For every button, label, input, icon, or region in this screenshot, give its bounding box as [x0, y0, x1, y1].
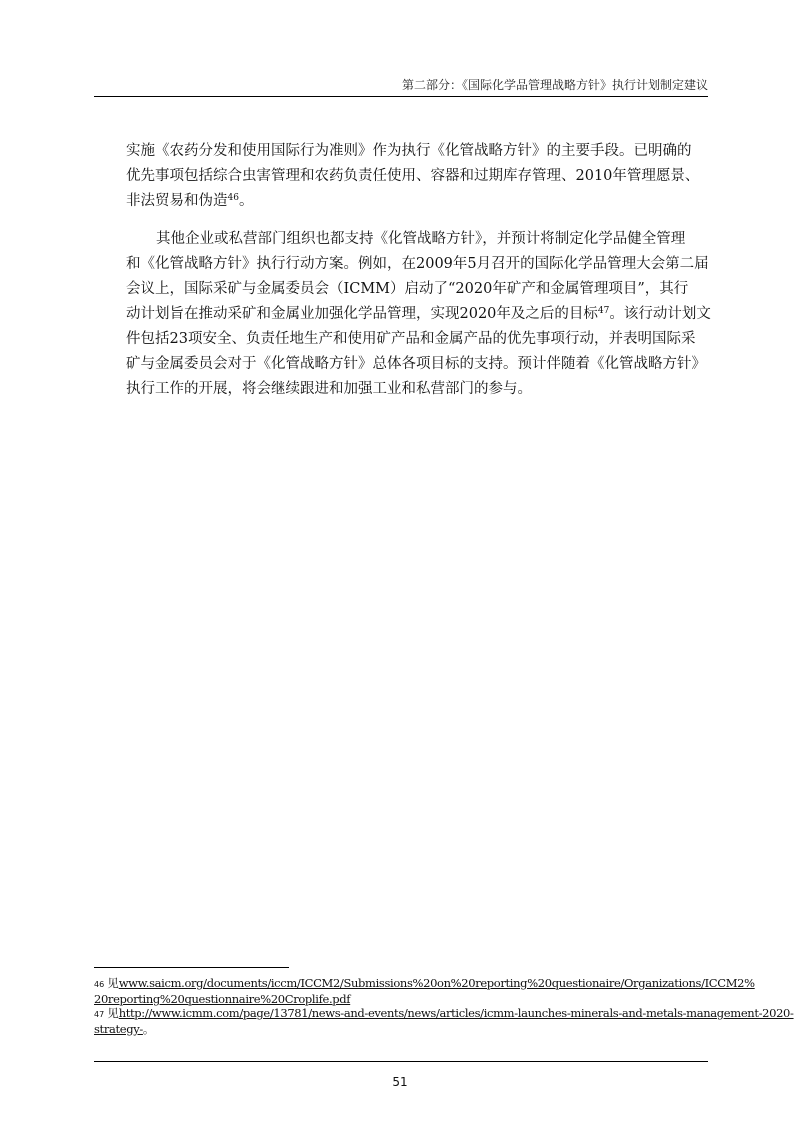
- footnote-47: [94, 1006, 794, 1037]
- paragraph-2-line-4-tail: 。该行动计划文: [609, 306, 711, 322]
- paragraph-1-line-2: 优先事项包括综合虫害管理和农药负责任使用、容器和过期库存管理、2010年管理愿景、: [126, 168, 700, 184]
- footnote-46-prefix: 见: [107, 976, 119, 990]
- paragraph-2-line-4-text: 动计划旨在推动采矿和金属业加强化学品管理，实现2020年及之后的目标: [126, 306, 598, 322]
- footnote-46: [94, 976, 755, 1007]
- paragraph-1-end: 。: [238, 193, 254, 209]
- footnote-47-line-2: [94, 1022, 714, 1037]
- paragraph-2-line-5: 件包括23项安全、负责任地生产和使用矿产品和金属产品的优先事项行动，并表明国际采: [126, 331, 696, 347]
- footnote-separator: [94, 967, 289, 968]
- paragraph-2-line-3: 会议上，国际采矿与金属委员会（ICMM）启动了“2020年矿产和金属管理项目”，其行: [126, 281, 689, 297]
- footnote-46-line-2: [94, 992, 714, 1007]
- footnote-47-link-continued[interactable]: strategy-: [94, 1022, 143, 1036]
- paragraph-2-line-7: 执行工作的开展，将会继续跟进和加强工业和私营部门的参与。: [126, 381, 532, 397]
- footnote-47-suffix: 。: [142, 1022, 155, 1036]
- footnote-47-number: 47: [94, 1010, 105, 1019]
- footnote-47-link[interactable]: http://www.icmm.com/page/13781/news-and-events/news/articles/icmm-launches-minerals-and-metals-management-2020-: [118, 1006, 794, 1020]
- footnote-46-link[interactable]: www.saicm.org/documents/iccm/ICCM2/Submissions%20on%20reporting%20questionaire/Organizations/ICCM2%: [118, 976, 755, 990]
- paragraph-2-line-6: 矿与金属委员会对于《化管战略方针》总体各项目标的支持。预计伴随着《化管战略方针》: [126, 356, 706, 372]
- paragraph-1-line-1: 实施《农药分发和使用国际行为准则》作为执行《化管战略方针》的主要手段。已明确的: [126, 143, 692, 159]
- header-rule: [94, 96, 708, 97]
- paragraph-2-line-2: 和《化管战略方针》执行行动方案。例如，在2009年5月召开的国际化学品管理大会第二届: [126, 256, 709, 272]
- footer-rule: [94, 1061, 708, 1062]
- running-header: 第二部分：《国际化学品管理战略方针》执行计划制定建议: [401, 78, 708, 92]
- paragraph-1-line-3-text: 非法贸易和伪造: [126, 193, 228, 209]
- paragraph-2-line-1: 其他企业或私营部门组织也都支持《化管战略方针》，并预计将制定化学品健全管理: [156, 231, 686, 247]
- footnote-47-line-1: [94, 1006, 794, 1022]
- page-number: 51: [392, 1075, 408, 1089]
- footnote-47-prefix: 见: [107, 1006, 119, 1020]
- footnote-ref-46[interactable]: 46: [227, 193, 239, 203]
- footnote-46-line-1: [94, 976, 755, 992]
- paragraph-2-line-4: [126, 302, 710, 327]
- paragraph-2: [126, 227, 710, 402]
- footnote-46-number: 46: [94, 980, 105, 989]
- footnote-46-link-continued[interactable]: 20reporting%20questionnaire%20Croplife.pdf: [94, 992, 351, 1006]
- footnote-ref-47[interactable]: 47: [597, 306, 610, 316]
- paragraph-1-line-3: [126, 189, 710, 214]
- paragraph-1: [126, 139, 710, 214]
